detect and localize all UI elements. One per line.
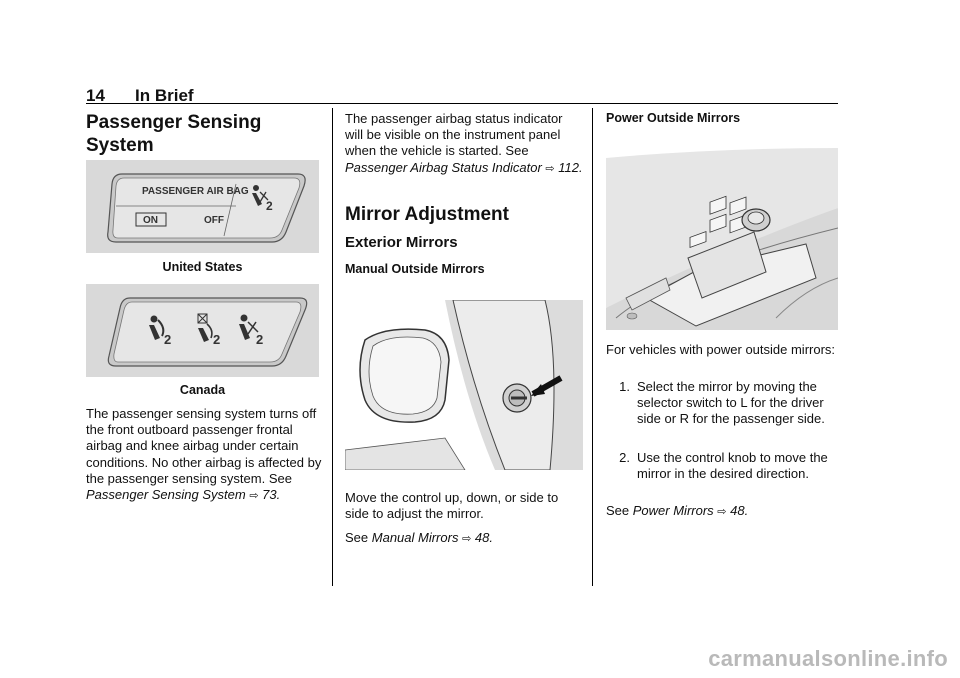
step-text: Select the mirror by moving the selector switch to L for the driver side or R for the passenger side. <box>637 379 825 427</box>
page-number: 14 <box>86 86 105 105</box>
page-reference-icon: ⇨ <box>545 162 555 175</box>
passenger-sensing-link[interactable]: Passenger Sensing System <box>86 487 246 503</box>
power-mirror-intro: For vehicles with power outside mirrors: <box>606 342 836 357</box>
us-caption: United States <box>162 260 243 274</box>
canada-caption: Canada <box>179 383 226 397</box>
airbag-status-paragraph <box>345 111 583 177</box>
svg-text:2: 2 <box>164 332 172 347</box>
svg-text:2: 2 <box>256 332 264 347</box>
power-mirror-switch-illustration <box>606 148 838 330</box>
page-reference-icon: ⇨ <box>462 533 472 545</box>
watermark: carmanualsonline.info <box>708 646 948 671</box>
manual-mirror-figure <box>345 300 583 470</box>
manual-mirrors-link[interactable]: Manual Mirrors <box>371 530 459 545</box>
passenger-air-bag-label: PASSENGER AIR BAG <box>142 186 249 197</box>
passenger-sensing-text: The passenger sensing system turns off the front outboard passenger frontal airbag and knee airbag under certain conditions. No other airbag is affected by the passenger sensing system. See <box>86 406 322 486</box>
step-2 <box>606 450 842 500</box>
step-number: 1. <box>619 379 630 394</box>
us-airbag-indicator-figure <box>86 160 319 253</box>
manual-mirrors-page[interactable]: 48. <box>474 530 493 545</box>
on-label: ON <box>143 215 158 226</box>
us-airbag-indicator-illustration <box>86 160 319 253</box>
see-text: See <box>345 530 369 545</box>
off-label: OFF <box>204 215 224 226</box>
column-divider-2 <box>592 108 593 586</box>
step-text: Use the control knob to move the mirror in the desired direction. <box>637 450 828 482</box>
power-mirrors-see <box>606 503 838 520</box>
page-reference-icon: ⇨ <box>249 490 259 503</box>
exterior-mirrors-heading: Exterior Mirrors <box>345 234 458 251</box>
see-text: See <box>606 503 630 518</box>
mirror-adjustment-heading: Mirror Adjustment <box>345 204 509 225</box>
power-mirrors-link[interactable]: Power Mirrors <box>632 503 714 518</box>
power-mirror-switch-figure <box>606 148 838 330</box>
airbag-status-link[interactable]: Passenger Airbag Status Indicator <box>345 159 542 175</box>
power-mirrors-page[interactable]: 48. <box>730 503 749 518</box>
manual-mirrors-see <box>345 530 583 547</box>
svg-text:2: 2 <box>266 199 273 213</box>
canada-airbag-indicator-figure <box>86 284 319 377</box>
header-rule <box>86 103 838 104</box>
section-title: In Brief <box>135 86 194 105</box>
step-1 <box>606 379 842 443</box>
passenger-sensing-heading: Passenger Sensing System <box>86 112 262 156</box>
page-reference-icon: ⇨ <box>717 506 727 518</box>
manual-mirror-paragraph: Move the control up, down, or side to side to adjust the mirror. <box>345 490 559 522</box>
column-divider-1 <box>332 108 333 586</box>
canada-airbag-indicator-illustration <box>86 284 319 377</box>
manual-outside-mirrors-heading: Manual Outside Mirrors <box>345 262 485 276</box>
svg-text:2: 2 <box>213 332 221 347</box>
step-number: 2. <box>619 450 630 465</box>
power-outside-mirrors-heading: Power Outside Mirrors <box>606 111 741 125</box>
manual-mirror-illustration <box>345 300 583 470</box>
airbag-status-page[interactable]: 112. <box>558 159 583 175</box>
passenger-sensing-page[interactable]: 73. <box>262 487 281 503</box>
airbag-status-text: The passenger airbag status indicator will be visible on the instrument panel when the vehicle is started. See <box>345 111 563 159</box>
passenger-sensing-paragraph <box>86 406 322 504</box>
